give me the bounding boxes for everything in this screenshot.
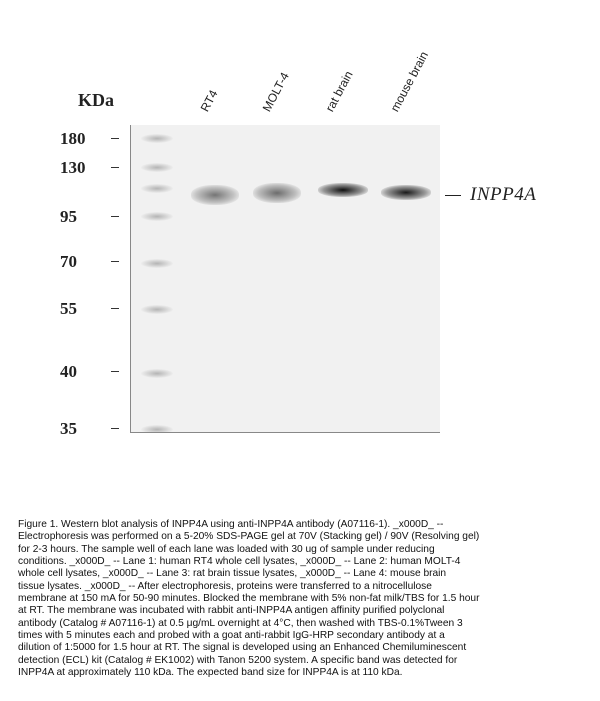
ladder-band (141, 259, 173, 268)
lane-label-3: rat brain (322, 68, 356, 114)
marker-tick (111, 216, 119, 217)
ladder-band (141, 184, 173, 193)
marker-95 (60, 207, 120, 227)
marker-180 (60, 129, 120, 149)
lane-label-4: mouse brain (387, 49, 432, 115)
marker-label: 70 (60, 252, 77, 271)
target-pointer-line (445, 195, 461, 196)
lane-3-band (318, 183, 368, 197)
lane-4-band (381, 185, 431, 200)
marker-40 (60, 362, 120, 382)
target-label: INPP4A (470, 184, 537, 205)
marker-tick (111, 138, 119, 139)
marker-label: 130 (60, 158, 86, 177)
ladder-band (141, 425, 173, 433)
ladder-band (141, 163, 173, 172)
marker-tick (111, 428, 119, 429)
marker-tick (111, 308, 119, 309)
lane-label-2: MOLT-4 (259, 69, 292, 114)
ladder-band (141, 305, 173, 314)
marker-tick (111, 167, 119, 168)
marker-130 (60, 158, 120, 178)
lane-label-1: RT4 (197, 87, 221, 114)
marker-label: 40 (60, 362, 77, 381)
lane-2-band (253, 183, 301, 203)
marker-tick (111, 371, 119, 372)
ladder-band (141, 369, 173, 378)
marker-label: 180 (60, 129, 86, 148)
marker-35 (60, 419, 120, 439)
blot-membrane (130, 125, 440, 433)
marker-tick (111, 261, 119, 262)
lane-1-band (191, 185, 239, 205)
figure-caption: Figure 1. Western blot analysis of INPP4A using anti-INPP4A antibody (A07116-1). _x000D_ -- Electrophoresis was performed on a 5-20% SDS-PAGE gel at 70V (Stacking gel) / 90V (Resolving gel) for 2-3 hours. The sample well of each lane was loaded with 30 ug of sample under reducing conditions. _x000D_ -- Lane 1: human RT4 whole cell lysates, _x000D_ -- Lane 2: human MOLT-4 whole cell lysates, _x000D_ -- Lane 3: rat brain tissue lysates, _x000D_ -- Lane 4: mouse brain tissue lysates. _x000D_ -- After electrophoresis, proteins were transferred to a nitrocellulose membrane at 150 mA for 50-90 minutes. Blocked the membrane with 5% non-fat milk/TBS for 1.5 hour at RT. The membrane was incubated with rabbit anti-INPP4A antigen affinity purified polyclonal antibody (Catalog # A07116-1) at 0.5 μg/mL overnight at 4°C, then washed with TBS-0.1%Tween 3 times with 5 minutes each and probed with a goat anti-rabbit IgG-HRP secondary antibody at a dilution of 1:5000 for 1.5 hour at RT. The signal is developed using an Enhanced Chemiluminescent detection (ECL) kit (Catalog # EK1002) with Tanon 5200 system. A specific band was detected for INPP4A at approximately 110 kDa. The expected band size for INPP4A is at 110 kDa. (18, 519, 480, 679)
marker-70 (60, 252, 120, 272)
marker-label: 55 (60, 299, 77, 318)
ladder-band (141, 212, 173, 221)
ladder-band (141, 134, 173, 143)
unit-label: KDa (78, 90, 114, 110)
marker-label: 35 (60, 419, 77, 438)
marker-55 (60, 299, 120, 319)
marker-label: 95 (60, 207, 77, 226)
